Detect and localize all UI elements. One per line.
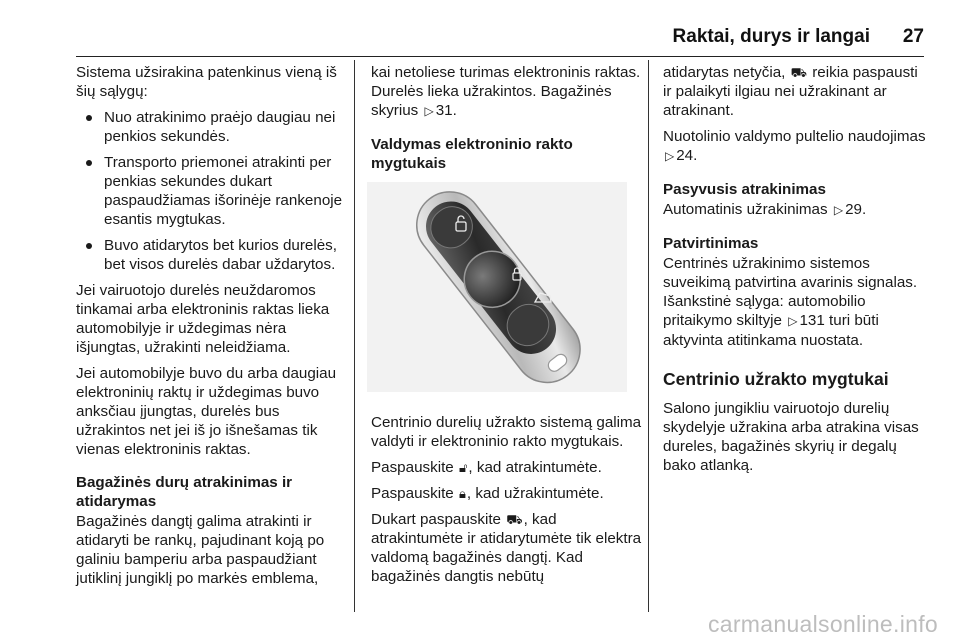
- page-ref-icon: ▷: [833, 203, 844, 217]
- page-header: [0, 26, 960, 54]
- page-ref-icon: ▷: [788, 314, 798, 328]
- tailgate-icon: ⛟: [506, 512, 523, 527]
- conditions-list: [76, 108, 351, 274]
- main-section-heading: Centrinio užrakto mygtukai: [663, 369, 889, 389]
- lock-instruction: Paspauskite 🔒︎, kad užrakintumėte.: [371, 485, 604, 502]
- column-divider: [354, 60, 355, 612]
- column-3: [663, 63, 928, 482]
- paragraph: Centrinės užrakinimo sistemos suveikimą patvirtina avarinis signalas. Išankstinė sąlyga: automobilio pritaikymo skiltyje ▷ 131 turi būti aktyvinta atitinkama nuostata.: [663, 255, 918, 349]
- unlock-icon: 🔓︎: [458, 460, 468, 475]
- page-ref-icon: ▷: [665, 149, 675, 163]
- tailgate-icon: ⛟: [790, 65, 807, 80]
- bullet-icon: [86, 115, 92, 121]
- electronic-key-fob-image: [367, 182, 627, 392]
- section-heading: Valdymas elektroninio rakto mygtukais: [371, 136, 573, 172]
- paragraph: Nuotolinio valdymo pultelio naudojimas ▷ 24.: [663, 128, 926, 164]
- list-item: Transporto priemonei atrakinti per penkias sekundes dukart paspaudžiamas išorinėje rankenoje esantis mygtukas.: [76, 153, 351, 229]
- watermark-text: carmanualsonline.info: [707, 611, 938, 637]
- column-2: [371, 63, 646, 593]
- section-heading: Bagažinės durų atrakinimas ir atidarymas: [76, 474, 293, 510]
- header-divider: [76, 56, 924, 57]
- column-divider: [648, 60, 649, 612]
- paragraph: Salono jungikliu vairuotojo durelių skydelyje užrakina arba atrakina visas dureles, bagažinės skyrių ir degalų bako atlanką.: [663, 400, 919, 474]
- bullet-icon: [86, 243, 92, 249]
- section-heading: Patvirtinimas: [663, 235, 759, 252]
- section-heading: Pasyvusis atrakinimas: [663, 181, 826, 198]
- page-ref-icon: ▷: [424, 104, 434, 118]
- paragraph: Jei automobilyje buvo du arba daugiau elektroninių raktų ir uždegimas buvo anksčiau įjungtas, durelės bus užrakintos net jei iš jo išnešamas tik vienas elektroninis raktas.: [76, 365, 337, 458]
- list-item: Nuo atrakinimo praėjo daugiau nei penkios sekundės.: [76, 108, 351, 146]
- column-1: [76, 63, 351, 595]
- page-number: 27: [902, 26, 924, 47]
- tailgate-instruction: Dukart paspauskite ⛟, kad atrakintumėte ir atidarytumėte tik elektra valdomą bagažinės dangtį. Kad bagažinės dangtis nebūtų: [371, 511, 642, 585]
- paragraph: Jei vairuotojo durelės neuždaromos tinkamai arba elektroninis raktas lieka automobilyje ir uždegimas nėra išjungtas, užrakinti neleidžiama.: [76, 282, 330, 356]
- intro-text: Sistema užsirakina patenkinus vieną iš šių sąlygų:: [76, 64, 337, 100]
- chapter-title: Raktai, durys ir langai: [672, 26, 870, 47]
- unlock-instruction: Paspauskite 🔓︎, kad atrakintumėte.: [371, 459, 602, 476]
- paragraph: Automatinis užrakinimas ▷ 29.: [663, 201, 867, 218]
- paragraph: Bagažinės dangtį galima atrakinti ir atidaryti be rankų, pajudinant koją po galiniu bamperiu arba paspaudžiant jutiklinį jungiklį po markės emblema,: [76, 513, 325, 587]
- list-item: Buvo atidarytos bet kurios durelės, bet visos durelės dabar uždarytos.: [76, 236, 351, 274]
- lock-icon: 🔒︎: [458, 486, 466, 501]
- paragraph: Centrinio durelių užrakto sistemą galima valdyti ir elektroninio rakto mygtukais.: [371, 414, 642, 450]
- bullet-icon: [86, 160, 92, 166]
- paragraph: atidarytas netyčia, ⛟ reikia paspausti ir palaikyti ilgiau nei užrakinant ar atrakinant.: [663, 64, 918, 119]
- paragraph: kai netoliese turimas elektroninis raktas. Durelės lieka užrakintos. Bagažinės skyrius ▷ 31.: [371, 64, 641, 119]
